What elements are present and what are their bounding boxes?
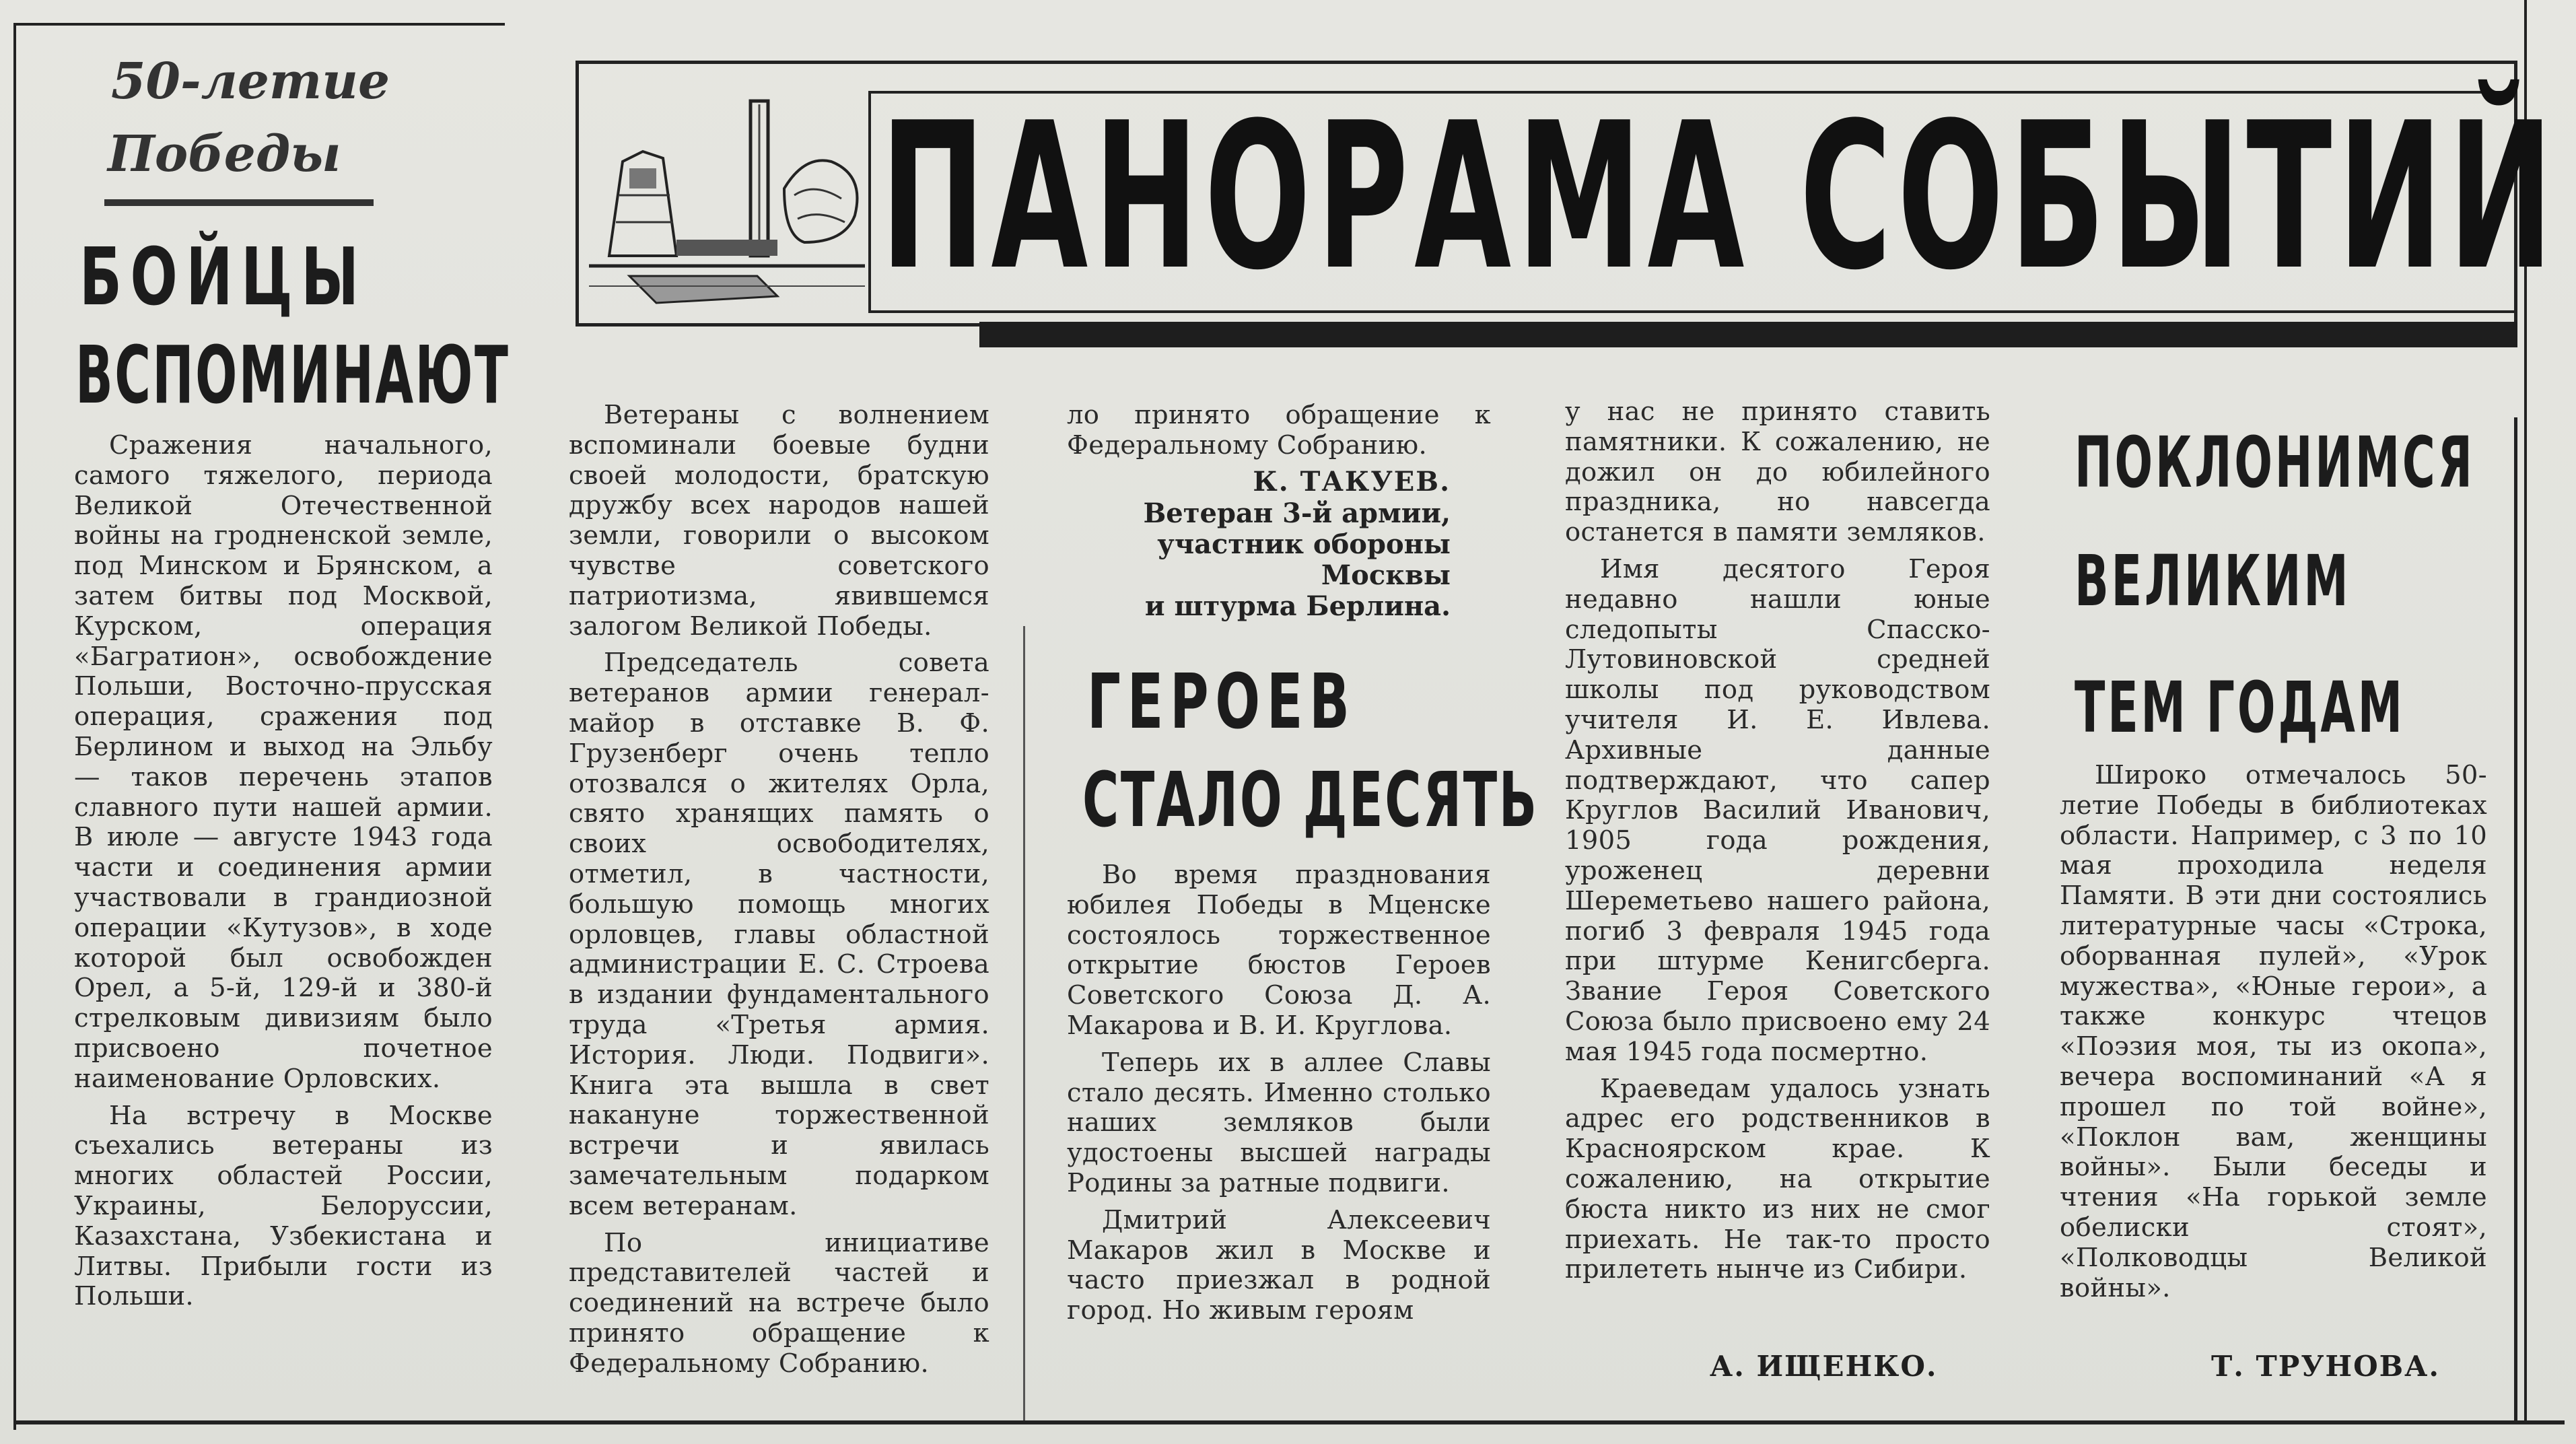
author-bio-line-4: и штурма Берлина.	[1144, 590, 1451, 622]
rubric-line-1: 50-летие	[111, 53, 390, 110]
article3-signature: Т. ТРУНОВА.	[2211, 1350, 2441, 1383]
paragraph: На встречу в Москве съехались ветераны из многих областей России, Украины, Белоруссии, Казахстана, Узбекистана и Литвы. Прибыли гости из Польши.	[74, 1100, 493, 1312]
headline-boitsy: БОЙЦЫ	[79, 230, 368, 323]
paragraph: Дмитрий Алексеевич Макаров жил в Москве и часто приезжал в родной город. Но живым героям	[1067, 1204, 1491, 1326]
rubric-underline	[104, 199, 374, 206]
article2-column-4	[1565, 397, 1990, 1285]
paragraph: Сражения начального, самого тяжелого, периода Великой Отечественной войны на гродненской земле, под Минском и Брянском, а затем битвы под Москвой, Курском, операция «Багратион», освобождение Польши, Восточно-прусская операция, сражения под Берлином и выход на Эльбу — таков перечень этапов славного пути нашей армии. В июле — августе 1943 года части и соединения армии участвовали в грандиозной операции «Кутузов», в ходе которой был освобожден Орел, а 5-й, 129-й и 380-й стрелковым дивизиям было присвоено почетное наименование Орловских.	[74, 430, 493, 1094]
article1-signature: К. ТАКУЕВ.	[1253, 466, 1451, 497]
masthead-title: ПАНОРАМА СОБЫТИЙ	[880, 79, 2559, 314]
author-bio-line-1: Ветеран 3-й армии,	[1143, 497, 1451, 529]
paragraph: Ветераны с волнением вспоминали боевые будни своей молодости, братскую дружбу всех народов нашей земли, говорили о высоком чувстве советского патриотизма, явившемся залогом Великой Победы.	[569, 400, 989, 642]
headline-poklonimsya: ПОКЛОНИМСЯ	[2075, 421, 2475, 504]
rubric-line-2: Победы	[108, 125, 341, 183]
masthead-shadow	[979, 322, 2517, 347]
paragraph: Имя десятого Героя недавно нашли юные следопыты Спасско-Лутовиновской средней школы под руководством учителя И. Е. Ивлева. Архивные данные подтверждают, что сапер Круглов Василий Иванович, 1905 года рождения, уроженец деревни Шереметьево нашего района, погиб 3 февраля 1945 года при штурме Кенигсберга. Звание Героя Советского Союза было присвоено ему 24 мая 1945 года посмертно.	[1565, 553, 1990, 1067]
article1-column-1	[74, 431, 493, 1312]
paragraph: Теперь их в аллее Славы стало десять. Именно столько наших земляков были удостоены высшей награды Родины за ратные подвиги.	[1067, 1047, 1491, 1198]
frame-top-rule	[13, 23, 505, 26]
article2-column-3	[1067, 860, 1491, 1326]
headline-geroev: ГЕРОЕВ	[1087, 658, 1356, 746]
headline-velikim: ВЕЛИКИМ	[2075, 540, 2351, 622]
paragraph: ло принято обращение к Федеральному Собранию.	[1067, 400, 1491, 460]
paragraph: Председатель совета ветеранов армии генерал-майор в отставке В. Ф. Грузенберг очень тепло отозвался о жителях Орла, свято хранящих память о своих освободителях, отметил, в частности, большую помощь многих орловцев, главы областной администрации Е. С. Строева в издании фундаментального труда «Третья армия. История. Люди. Подвиги». Книга эта вышла в свет накануне торжественной встречи и явилась замечательным подарком всем ветеранам.	[569, 648, 989, 1221]
author-bio-line-2: участник обороны	[1157, 528, 1451, 560]
frame-bottom-rule	[13, 1420, 2565, 1424]
headline-stalo-desyat: СТАЛО ДЕСЯТЬ	[1082, 757, 1539, 844]
article2-signature: А. ИЩЕНКО.	[1710, 1350, 1938, 1383]
headline-vspominayut: ВСПОМИНАЮТ	[75, 329, 510, 421]
paragraph: у нас не принято ставить памятники. К сожалению, не дожил он до юбилейного праздника, но навсегда останется в памяти земляков.	[1565, 397, 1990, 548]
column-rule-1	[1023, 626, 1025, 1420]
frame-right-inner-rule	[2514, 417, 2517, 1420]
paragraph: Краеведам удалось узнать адрес его родственников в Красноярском крае. К сожалению, на открытие бюста никто из них не смог приехать. Не так-то просто прилететь нынче из Сибири.	[1565, 1073, 1990, 1285]
paragraph: Во время празднования юбилея Победы в Мценске состоялось торжественное открытие бюстов Героев Советского Союза Д. А. Макарова и В. И. Круглова.	[1067, 860, 1491, 1041]
paragraph: По инициативе представителей частей и соединений на встрече было принято обращение к Федеральному Собранию.	[569, 1227, 989, 1379]
headline-tem-godam: ТЕМ ГОДАМ	[2075, 666, 2405, 749]
frame-left-rule	[13, 23, 16, 1430]
article1-column-3-continuation	[1067, 401, 1491, 461]
paragraph: Широко отмечалось 50-летие Победы в библиотеках области. Например, с 3 по 10 мая проходила неделя Памяти. В эти дни состоялись литературные часы «Строка, оборванная пулей», «Урок мужества», «Юные герои», а также конкурс чтецов «Поэзия моя, ты из окопа», вечера воспоминаний «А я прошел по той войне», «Поклон вам, женщины войны». Были беседы и чтения «На горькой земле обелиски стоят», «Полководцы Великой войны».	[2060, 760, 2487, 1303]
author-bio-line-3: Москвы	[1321, 559, 1451, 591]
monument-illustration	[582, 81, 872, 316]
article3-column-5	[2060, 761, 2487, 1303]
article1-column-2	[569, 401, 989, 1379]
